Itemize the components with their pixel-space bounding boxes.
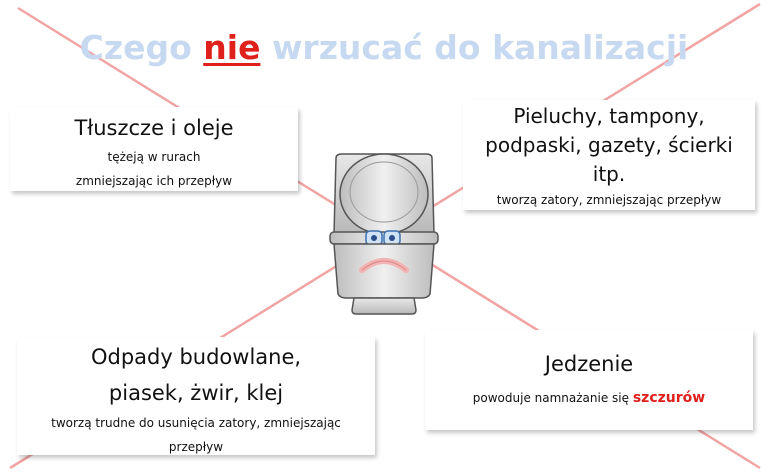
card-construction-waste [17, 337, 375, 455]
card-hygiene-products [463, 100, 755, 210]
card-heading-line: Pieluchy, tampony, [513, 104, 705, 128]
card-text: powoduje namnażanie się [472, 391, 633, 405]
card-text-line: tworzą trudne do usunięcia zatory, zmniejszając [51, 416, 341, 430]
sad-toilet-icon [328, 152, 440, 318]
card-food [425, 330, 753, 430]
title-highlight: nie [203, 28, 261, 67]
card-text-highlight: szczurów [632, 390, 706, 406]
card-heading-line: piasek, żwir, klej [108, 381, 284, 405]
card-text-line [425, 388, 753, 408]
card-text-line: przepływ [168, 440, 224, 454]
page-title [0, 28, 768, 67]
card-text-line: zmniejszając ich przepływ [75, 174, 233, 188]
card-heading-line: itp. [592, 162, 626, 186]
title-text-before: Czego [79, 28, 204, 67]
card-fats-oils [10, 107, 298, 191]
card-heading: Tłuszcze i oleje [74, 116, 234, 140]
card-heading-line: podpaski, gazety, ścierki [485, 133, 733, 157]
card-heading-line: Odpady budowlane, [90, 345, 302, 369]
card-heading: Jedzenie [544, 352, 634, 376]
card-text-line: tworzą zatory, zmniejszając przepływ [496, 193, 722, 207]
card-text-line: tężeją w rurach [107, 150, 201, 164]
title-text-after: wrzucać do kanalizacji [260, 28, 689, 67]
